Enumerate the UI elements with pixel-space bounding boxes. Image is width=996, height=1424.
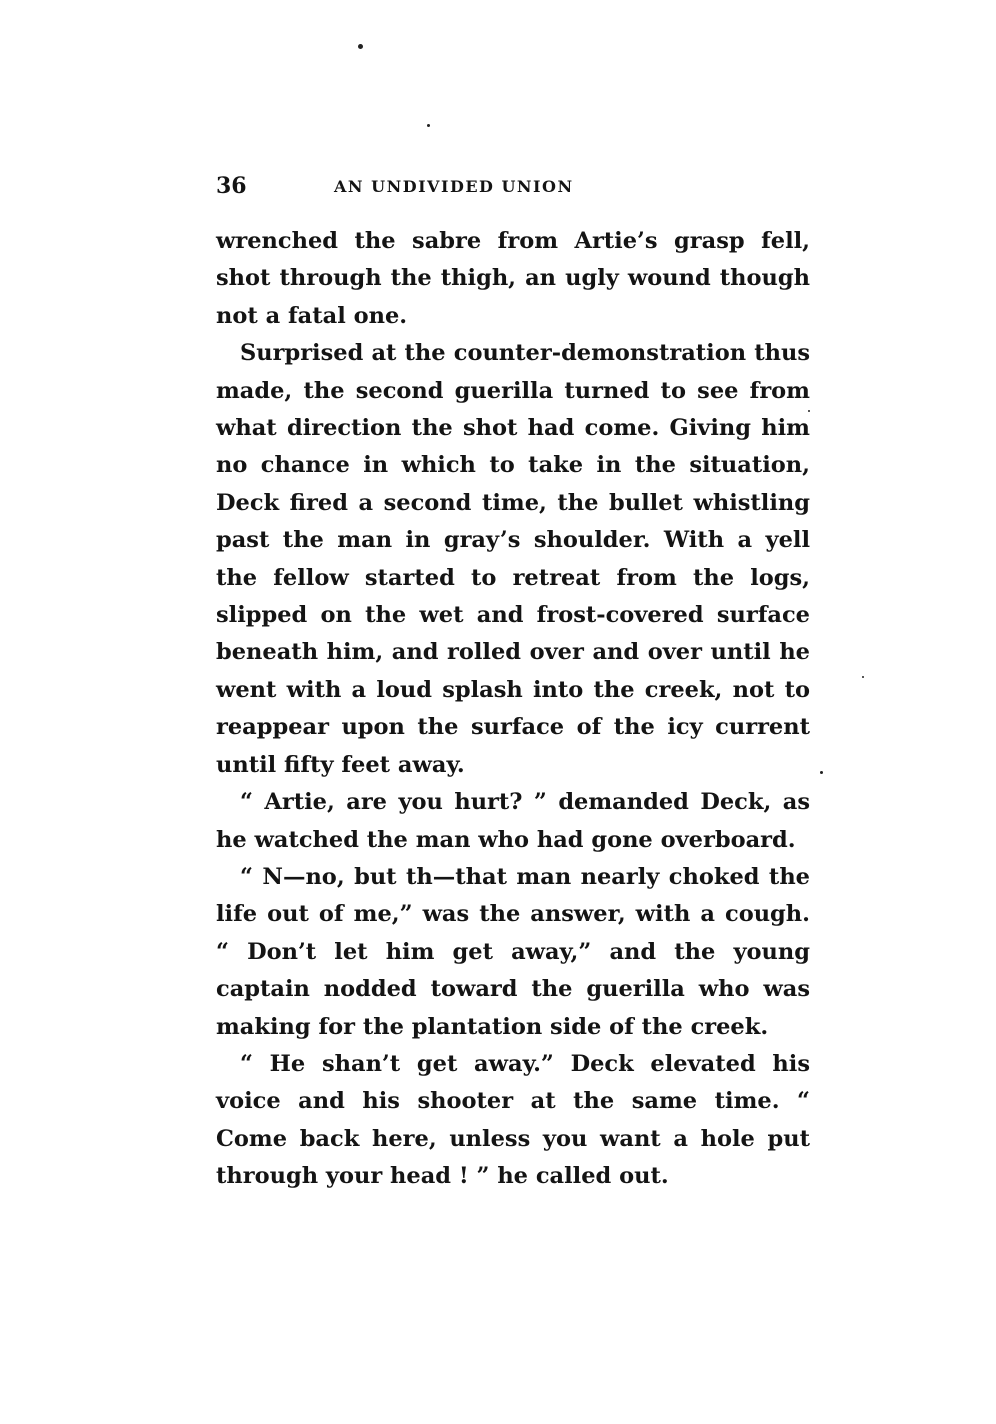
paragraph: “ He shan’t get away.” Deck elevated his voice and his shooter at the same time. “ Come back here, unless you want a hole put through your head ! ” he called out.: [216, 1050, 810, 1190]
ink-speck: [862, 676, 864, 678]
ink-speck: [820, 771, 823, 774]
paragraph: wrenched the sabre from Artie’s grasp fell, shot through the thigh, an ugly wound though not a fatal one.: [216, 228, 810, 329]
paragraph: “ N—no, but th—that man nearly choked the life out of me,” was the answer, with a cough. “ Don’t let him get away,” and the young captain nodded toward the guerilla who was making for the plantation side of the creek.: [216, 863, 810, 1040]
running-head: AN UNDIVIDED UNION: [334, 177, 574, 196]
paragraph: “ Artie, are you hurt? ” demanded Deck, as he watched the man who had gone overboard.: [216, 789, 810, 853]
page-header: [216, 172, 810, 200]
ink-speck: [358, 44, 363, 49]
ink-speck: [427, 124, 430, 127]
body-text: [216, 223, 810, 1196]
paragraph: Surprised at the counter-demonstration thus made, the second guerilla turned to see from what direction the shot had come. Giving him no chance in which to take in the situation, Deck fired a second time, the bullet whistling past the man in gray’s shoulder. With a yell the fellow started to retreat from the logs, slipped on the wet and frost-covered surface beneath him, and rolled over and over until he went with a loud splash into the creek, not to reappear upon the surface of the icy current until fifty feet away.: [216, 340, 810, 778]
page-number: 36: [216, 173, 247, 199]
